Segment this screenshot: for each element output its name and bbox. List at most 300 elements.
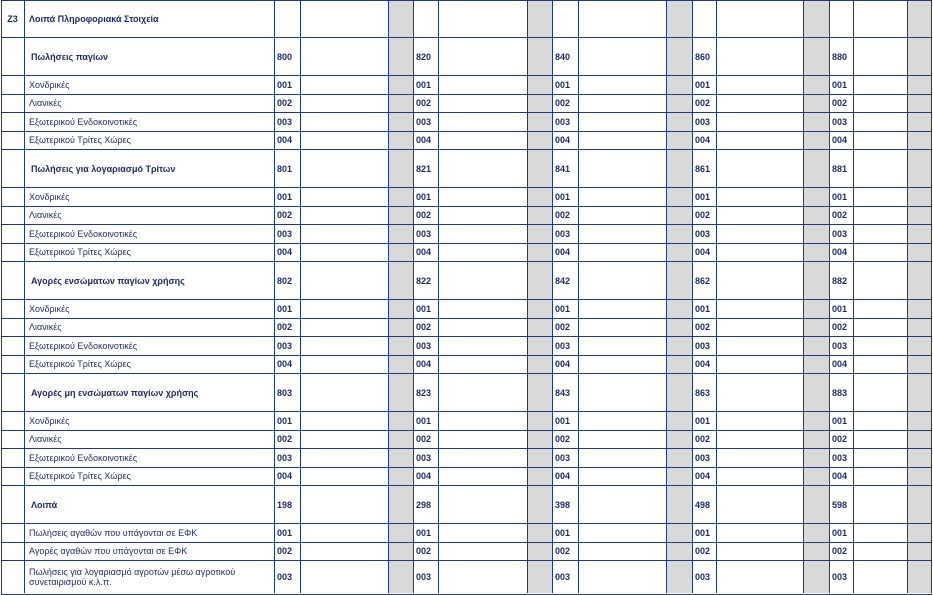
value-input-cell[interactable]: [579, 131, 667, 150]
shaded-cell: [528, 373, 553, 411]
item-code: 001: [553, 187, 579, 206]
shaded-cell: [804, 467, 830, 486]
value-input-cell[interactable]: [439, 187, 528, 206]
blank-cell: [1, 149, 25, 187]
value-input-cell[interactable]: [717, 560, 804, 593]
value-input-cell[interactable]: [717, 411, 804, 430]
group-code: 881: [830, 149, 854, 187]
value-input-cell[interactable]: [439, 131, 528, 150]
shaded-cell: [804, 261, 830, 299]
shaded-cell: [389, 430, 414, 449]
group-code: 841: [553, 149, 579, 187]
item-code: 001: [830, 523, 854, 542]
item-code: 003: [414, 112, 439, 131]
value-input-cell[interactable]: [301, 373, 389, 411]
value-input-cell[interactable]: [579, 373, 667, 411]
item-code: 002: [414, 206, 439, 225]
group-code: 863: [693, 373, 717, 411]
item-row: [1, 336, 932, 355]
item-code: 003: [693, 560, 717, 593]
value-input-cell[interactable]: [439, 467, 528, 486]
value-input-cell[interactable]: [439, 299, 528, 318]
value-input-cell[interactable]: [301, 336, 389, 355]
shaded-cell: [908, 560, 932, 593]
value-input-cell[interactable]: [717, 336, 804, 355]
item-code: 004: [414, 467, 439, 486]
shaded-cell: [389, 37, 414, 75]
item-code: 003: [553, 336, 579, 355]
item-label: Εξωτερικού Ενδοκοινοτικές: [25, 112, 275, 131]
value-input-cell[interactable]: [717, 243, 804, 262]
value-input-cell[interactable]: [717, 37, 804, 75]
shaded-cell: [389, 299, 414, 318]
group-heading: Πωλήσεις για λογαριασμό Τρίτων: [25, 149, 275, 187]
group-code: 598: [830, 485, 854, 523]
shaded-cell: [804, 112, 830, 131]
value-input-cell[interactable]: [579, 243, 667, 262]
value-input-cell[interactable]: [439, 112, 528, 131]
item-label: Λιανικές: [25, 318, 275, 337]
value-input-cell[interactable]: [579, 430, 667, 449]
blank-cell: [1, 131, 25, 150]
shaded-cell: [804, 355, 830, 374]
shaded-cell: [667, 206, 693, 225]
item-code: 004: [693, 467, 717, 486]
item-label: Πωλήσεις για λογαριασμό αγροτών μέσω αγροτικού συνεταιρισμού κ.λ.π.: [25, 560, 275, 593]
code-header-cell: [275, 0, 301, 37]
value-input-cell[interactable]: [717, 224, 804, 243]
group-code: 803: [275, 373, 301, 411]
shaded-cell: [908, 94, 932, 113]
shaded-cell: [389, 243, 414, 262]
value-input-cell[interactable]: [717, 485, 804, 523]
value-input-cell[interactable]: [717, 206, 804, 225]
item-code: 004: [693, 355, 717, 374]
shaded-cell: [908, 430, 932, 449]
shaded-cell: [389, 206, 414, 225]
item-code: 004: [830, 355, 854, 374]
shaded-cell: [804, 0, 830, 37]
item-row: [1, 224, 932, 243]
value-input-cell[interactable]: [579, 467, 667, 486]
shaded-cell: [389, 560, 414, 593]
shaded-cell: [908, 542, 932, 561]
item-code: 002: [693, 430, 717, 449]
shaded-cell: [908, 243, 932, 262]
value-input-cell[interactable]: [579, 112, 667, 131]
value-input-cell[interactable]: [439, 448, 528, 467]
value-input-cell[interactable]: [301, 187, 389, 206]
value-input-cell[interactable]: [854, 560, 908, 593]
shaded-cell: [389, 448, 414, 467]
blank-cell: [1, 336, 25, 355]
value-input-cell[interactable]: [854, 411, 908, 430]
shaded-cell: [804, 336, 830, 355]
value-input-cell[interactable]: [579, 187, 667, 206]
shaded-cell: [804, 187, 830, 206]
value-input-cell[interactable]: [854, 131, 908, 150]
value-input-cell[interactable]: [854, 94, 908, 113]
value-input-cell[interactable]: [579, 336, 667, 355]
item-code: 002: [553, 94, 579, 113]
value-input-cell[interactable]: [579, 75, 667, 94]
value-input-cell[interactable]: [301, 149, 389, 187]
value-input-cell[interactable]: [717, 430, 804, 449]
blank-cell: [1, 37, 25, 75]
item-code: 001: [275, 411, 301, 430]
shaded-cell: [389, 485, 414, 523]
value-input-cell[interactable]: [579, 299, 667, 318]
value-input-cell[interactable]: [579, 318, 667, 337]
value-input-cell[interactable]: [579, 94, 667, 113]
shaded-cell: [908, 112, 932, 131]
shaded-cell: [908, 485, 932, 523]
shaded-cell: [528, 411, 553, 430]
value-input-cell[interactable]: [579, 542, 667, 561]
blank-cell: [1, 187, 25, 206]
item-code: 002: [553, 542, 579, 561]
value-input-cell[interactable]: [854, 336, 908, 355]
value-input-cell[interactable]: [579, 448, 667, 467]
item-row: [1, 355, 932, 374]
value-input-cell[interactable]: [439, 336, 528, 355]
value-input-cell[interactable]: [854, 355, 908, 374]
item-label: Εξωτερικού Ενδοκοινοτικές: [25, 448, 275, 467]
shaded-cell: [528, 37, 553, 75]
item-row: [1, 430, 932, 449]
item-code: 001: [693, 411, 717, 430]
value-input-cell[interactable]: [717, 261, 804, 299]
value-input-cell[interactable]: [854, 187, 908, 206]
shaded-cell: [804, 206, 830, 225]
value-input-cell[interactable]: [439, 523, 528, 542]
shaded-cell: [528, 318, 553, 337]
shaded-cell: [389, 94, 414, 113]
section-title-row: [1, 0, 932, 37]
value-input-cell[interactable]: [717, 149, 804, 187]
value-input-cell[interactable]: [301, 206, 389, 225]
shaded-cell: [667, 523, 693, 542]
item-code: 004: [693, 131, 717, 150]
group-code: 880: [830, 37, 854, 75]
item-code: 004: [275, 243, 301, 262]
value-input-cell[interactable]: [439, 411, 528, 430]
shaded-cell: [528, 299, 553, 318]
value-input-cell[interactable]: [439, 318, 528, 337]
value-input-cell[interactable]: [301, 243, 389, 262]
item-code: 004: [414, 131, 439, 150]
blank-cell: [1, 411, 25, 430]
shaded-cell: [667, 448, 693, 467]
shaded-cell: [908, 206, 932, 225]
shaded-cell: [389, 523, 414, 542]
value-input-cell[interactable]: [717, 131, 804, 150]
shaded-cell: [804, 411, 830, 430]
item-label: Εξωτερικού Τρίτες Χώρες: [25, 131, 275, 150]
value-input-cell[interactable]: [854, 149, 908, 187]
value-input-cell[interactable]: [717, 299, 804, 318]
blank-cell: [1, 542, 25, 561]
blank-cell: [1, 261, 25, 299]
value-input-cell[interactable]: [854, 448, 908, 467]
item-code: 004: [553, 131, 579, 150]
shaded-cell: [804, 224, 830, 243]
value-input-cell[interactable]: [439, 430, 528, 449]
shaded-cell: [908, 75, 932, 94]
group-code: 882: [830, 261, 854, 299]
value-input-cell[interactable]: [301, 560, 389, 593]
shaded-cell: [389, 318, 414, 337]
item-code: 002: [414, 318, 439, 337]
value-input-cell[interactable]: [439, 206, 528, 225]
value-input-cell[interactable]: [854, 373, 908, 411]
item-row: [1, 467, 932, 486]
shaded-cell: [804, 94, 830, 113]
value-input-cell[interactable]: [301, 261, 389, 299]
value-input-cell[interactable]: [301, 467, 389, 486]
item-code: 004: [693, 243, 717, 262]
item-label: Εξωτερικού Τρίτες Χώρες: [25, 243, 275, 262]
value-input-cell[interactable]: [439, 355, 528, 374]
value-input-cell[interactable]: [301, 131, 389, 150]
value-input-cell[interactable]: [854, 430, 908, 449]
value-input-cell[interactable]: [579, 206, 667, 225]
value-input-cell[interactable]: [854, 523, 908, 542]
item-code: 002: [414, 94, 439, 113]
value-input-cell[interactable]: [439, 373, 528, 411]
value-input-cell[interactable]: [854, 75, 908, 94]
shaded-cell: [389, 75, 414, 94]
value-input-cell[interactable]: [301, 542, 389, 561]
value-input-cell[interactable]: [301, 485, 389, 523]
item-code: 003: [414, 560, 439, 593]
value-input-cell[interactable]: [301, 112, 389, 131]
item-code: 003: [830, 112, 854, 131]
item-code: 003: [275, 336, 301, 355]
value-input-cell[interactable]: [301, 94, 389, 113]
value-input-cell[interactable]: [579, 560, 667, 593]
shaded-cell: [389, 542, 414, 561]
shaded-cell: [667, 318, 693, 337]
value-input-cell[interactable]: [439, 485, 528, 523]
shaded-cell: [528, 485, 553, 523]
shaded-cell: [528, 355, 553, 374]
value-input-cell[interactable]: [717, 187, 804, 206]
item-code: 002: [553, 206, 579, 225]
value-input-cell[interactable]: [854, 467, 908, 486]
code-header-cell: [693, 0, 717, 37]
item-code: 001: [693, 299, 717, 318]
shaded-cell: [908, 336, 932, 355]
blank-cell: [1, 224, 25, 243]
item-code: 002: [275, 542, 301, 561]
value-input-cell[interactable]: [717, 542, 804, 561]
item-code: 002: [275, 94, 301, 113]
group-code: 802: [275, 261, 301, 299]
value-input-cell[interactable]: [439, 560, 528, 593]
shaded-cell: [667, 224, 693, 243]
value-input-cell[interactable]: [301, 224, 389, 243]
item-code: 002: [830, 318, 854, 337]
group-heading: Πωλήσεις παγίων: [25, 37, 275, 75]
value-input-cell[interactable]: [854, 112, 908, 131]
value-input-cell[interactable]: [439, 75, 528, 94]
value-input-cell[interactable]: [854, 261, 908, 299]
item-label: Εξωτερικού Ενδοκοινοτικές: [25, 224, 275, 243]
item-code: 003: [830, 448, 854, 467]
item-code: 001: [414, 523, 439, 542]
item-code: 001: [830, 75, 854, 94]
shaded-cell: [667, 149, 693, 187]
blank-cell: [1, 206, 25, 225]
shaded-cell: [389, 0, 414, 37]
value-cell: [854, 0, 908, 37]
blank-cell: [1, 560, 25, 593]
value-input-cell[interactable]: [717, 94, 804, 113]
value-input-cell[interactable]: [854, 206, 908, 225]
shaded-cell: [667, 0, 693, 37]
group-heading-row: [1, 373, 932, 411]
value-input-cell[interactable]: [854, 485, 908, 523]
value-input-cell[interactable]: [579, 411, 667, 430]
group-heading-row: [1, 261, 932, 299]
item-code: 001: [830, 299, 854, 318]
value-input-cell[interactable]: [854, 243, 908, 262]
shaded-cell: [804, 131, 830, 150]
item-code: 002: [414, 542, 439, 561]
value-input-cell[interactable]: [579, 149, 667, 187]
value-input-cell[interactable]: [717, 355, 804, 374]
value-input-cell[interactable]: [579, 37, 667, 75]
form-table: [1, 0, 932, 595]
blank-cell: [1, 467, 25, 486]
value-input-cell[interactable]: [439, 243, 528, 262]
value-input-cell[interactable]: [579, 485, 667, 523]
shaded-cell: [804, 318, 830, 337]
value-input-cell[interactable]: [579, 261, 667, 299]
item-code: 003: [414, 448, 439, 467]
value-input-cell[interactable]: [301, 448, 389, 467]
item-row: [1, 542, 932, 561]
group-code: 801: [275, 149, 301, 187]
value-input-cell[interactable]: [717, 467, 804, 486]
value-input-cell[interactable]: [301, 75, 389, 94]
shaded-cell: [908, 131, 932, 150]
value-input-cell[interactable]: [579, 355, 667, 374]
group-code: 498: [693, 485, 717, 523]
shaded-cell: [667, 131, 693, 150]
shaded-cell: [908, 37, 932, 75]
code-header-cell: [414, 0, 439, 37]
value-input-cell[interactable]: [717, 448, 804, 467]
item-code: 004: [275, 467, 301, 486]
value-input-cell[interactable]: [301, 411, 389, 430]
value-input-cell[interactable]: [439, 261, 528, 299]
value-input-cell[interactable]: [301, 355, 389, 374]
item-label: Αγορές αγαθών που υπάγονται σε ΕΦΚ: [25, 542, 275, 561]
group-code: 862: [693, 261, 717, 299]
shaded-cell: [908, 523, 932, 542]
item-row: [1, 318, 932, 337]
value-input-cell[interactable]: [854, 37, 908, 75]
shaded-cell: [667, 75, 693, 94]
item-code: 003: [693, 112, 717, 131]
item-code: 002: [830, 542, 854, 561]
value-input-cell[interactable]: [854, 299, 908, 318]
shaded-cell: [389, 355, 414, 374]
item-code: 003: [830, 560, 854, 593]
value-cell: [439, 0, 528, 37]
shaded-cell: [667, 336, 693, 355]
group-heading: Αγορές μη ενσώματων παγίων χρήσης: [25, 373, 275, 411]
item-code: 003: [414, 336, 439, 355]
value-input-cell[interactable]: [439, 37, 528, 75]
value-input-cell[interactable]: [439, 149, 528, 187]
shaded-cell: [528, 243, 553, 262]
blank-cell: [1, 430, 25, 449]
item-row: [1, 243, 932, 262]
value-input-cell[interactable]: [717, 373, 804, 411]
item-row: [1, 560, 932, 593]
value-input-cell[interactable]: [301, 523, 389, 542]
item-code: 003: [275, 112, 301, 131]
item-code: 004: [553, 467, 579, 486]
item-code: 001: [553, 75, 579, 94]
value-input-cell[interactable]: [439, 224, 528, 243]
group-code: 198: [275, 485, 301, 523]
value-input-cell[interactable]: [579, 523, 667, 542]
shaded-cell: [667, 411, 693, 430]
shaded-cell: [804, 373, 830, 411]
value-input-cell[interactable]: [301, 318, 389, 337]
group-heading: Αγορές ενσώματων παγίων χρήσης: [25, 261, 275, 299]
value-input-cell[interactable]: [717, 75, 804, 94]
shaded-cell: [667, 542, 693, 561]
value-input-cell[interactable]: [854, 318, 908, 337]
group-code: 800: [275, 37, 301, 75]
item-code: 004: [275, 131, 301, 150]
item-code: 002: [275, 206, 301, 225]
value-input-cell[interactable]: [301, 430, 389, 449]
shaded-cell: [804, 542, 830, 561]
shaded-cell: [389, 112, 414, 131]
shaded-cell: [389, 187, 414, 206]
item-code: 001: [693, 187, 717, 206]
value-input-cell[interactable]: [301, 37, 389, 75]
value-input-cell[interactable]: [854, 224, 908, 243]
item-code: 003: [693, 336, 717, 355]
item-label: Εξωτερικού Τρίτες Χώρες: [25, 355, 275, 374]
shaded-cell: [667, 187, 693, 206]
group-code: 861: [693, 149, 717, 187]
value-input-cell[interactable]: [579, 224, 667, 243]
value-input-cell[interactable]: [439, 542, 528, 561]
value-input-cell[interactable]: [717, 112, 804, 131]
shaded-cell: [908, 411, 932, 430]
shaded-cell: [667, 560, 693, 593]
item-code: 001: [275, 75, 301, 94]
shaded-cell: [804, 560, 830, 593]
value-input-cell[interactable]: [439, 94, 528, 113]
value-input-cell[interactable]: [301, 299, 389, 318]
value-input-cell[interactable]: [717, 523, 804, 542]
item-code: 001: [553, 523, 579, 542]
value-input-cell[interactable]: [854, 542, 908, 561]
group-code: 398: [553, 485, 579, 523]
shaded-cell: [389, 373, 414, 411]
value-input-cell[interactable]: [717, 318, 804, 337]
item-code: 001: [414, 411, 439, 430]
